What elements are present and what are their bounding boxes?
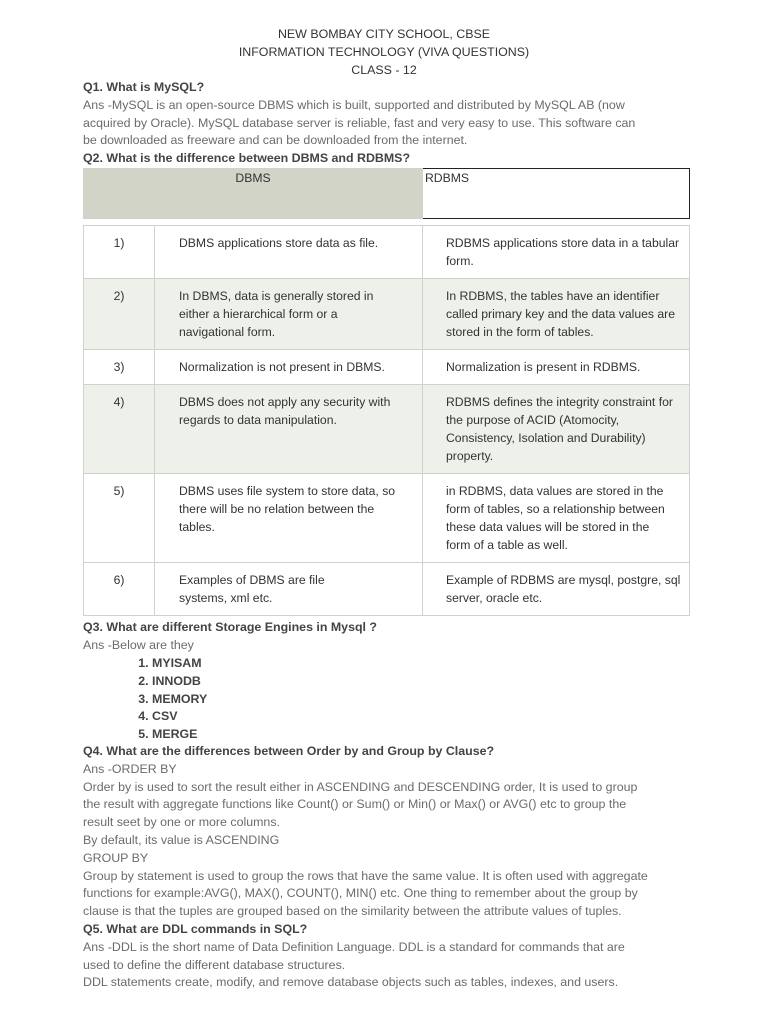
dbms-cell [155, 385, 423, 474]
q3-section [83, 619, 683, 655]
header-rdbms: RDBMS [423, 169, 690, 219]
row-number: 3) [84, 350, 155, 385]
subject-title: INFORMATION TECHNOLOGY (VIVA QUESTIONS) [238, 45, 530, 59]
table-row [84, 563, 690, 616]
cell-line: in RDBMS, data values are stored in the [446, 484, 664, 498]
list-item: 1. MYISAM [152, 655, 207, 673]
cell-line: DBMS does not apply any security with [179, 395, 391, 409]
cell-line: form of a table as well. [446, 538, 568, 552]
dbms-cell [155, 563, 423, 616]
cell-line: In DBMS, data is generally stored in [179, 289, 374, 303]
class-label: CLASS - 12 [351, 63, 417, 77]
row-number: 4) [84, 385, 155, 474]
document-header [0, 25, 768, 79]
q1-answer-line: acquired by Oracle). MySQL database server is reliable, fast and very easy to use. This software can [83, 115, 636, 130]
q4-line: result seet by one or more columns. [83, 815, 280, 830]
row-number: 1) [84, 226, 155, 279]
list-item: 4. CSV [152, 708, 207, 726]
dbms-cell [155, 279, 423, 350]
rdbms-cell [423, 279, 690, 350]
cell-line: In RDBMS, the tables have an identifier [446, 289, 660, 303]
q3-question: Q3. What are different Storage Engines in Mysql ? [83, 620, 377, 634]
cell-line: tables. [179, 520, 215, 534]
q4-line: the result with aggregate functions like Count() or Sum() or Min() or Max() or AVG() etc to group the [83, 797, 627, 812]
list-item: 2. INNODB [152, 673, 207, 691]
q1-answer-line: Ans -MySQL is an open-source DBMS which is built, supported and distributed by MySQL AB (now [83, 97, 625, 112]
table-header-row [84, 169, 690, 219]
q5-line: Ans -DDL is the short name of Data Definition Language. DDL is a standard for commands that are [83, 939, 625, 954]
cell-line: form. [446, 254, 474, 268]
q1-answer-line: be downloaded as freeware and can be downloaded from the internet. [83, 133, 468, 148]
q4-line: By default, its value is ASCENDING [83, 832, 280, 847]
cell-line: server, oracle etc. [446, 591, 543, 605]
q3-answer: Ans -Below are they [83, 637, 194, 652]
cell-line: the purpose of ACID (Atomocity, [446, 413, 620, 427]
cell-line: systems, xml etc. [179, 591, 273, 605]
q5-line: DDL statements create, modify, and remove database objects such as tables, indexes, and users. [83, 975, 619, 990]
q4-line: functions for example:AVG(), MAX(), COUNT(), MIN() etc. One thing to remember about the group by [83, 886, 638, 901]
cell-line: either a hierarchical form or a [179, 307, 338, 321]
q4-line: GROUP BY [83, 850, 149, 865]
cell-line: there will be no relation between the [179, 502, 375, 516]
table-row [84, 474, 690, 563]
q4-question: Q4. What are the differences between Order by and Group by Clause? [83, 744, 495, 758]
rdbms-cell [423, 350, 690, 385]
q5-question: Q5. What are DDL commands in SQL? [83, 921, 308, 936]
cell-line: Normalization is present in RDBMS. [446, 360, 641, 374]
table-row [84, 350, 690, 385]
row-number: 5) [84, 474, 155, 563]
dbms-cell [155, 350, 423, 385]
list-item: 5. MERGE [152, 726, 207, 744]
row-number: 6) [84, 563, 155, 616]
cell-line: DBMS uses file system to store data, so [179, 484, 396, 498]
q4-line: Ans -ORDER BY [83, 761, 177, 776]
q4-section [83, 743, 683, 992]
table-row [84, 226, 690, 279]
list-item: 3. MEMORY [152, 691, 207, 709]
table-row [84, 385, 690, 474]
header-dbms: DBMS [84, 169, 423, 219]
cell-line: RDBMS defines the integrity constraint for [446, 395, 673, 409]
dbms-cell [155, 474, 423, 563]
cell-line: form of tables, so a relationship between [446, 502, 665, 516]
q2-question: Q2. What is the difference between DBMS and RDBMS? [83, 151, 411, 166]
cell-line: Consistency, Isolation and Durability) [446, 431, 646, 445]
cell-line: Examples of DBMS are file [179, 573, 325, 587]
q4-line: clause is that the tuples are grouped based on the similarity between the attribute values of tuples. [83, 904, 622, 919]
cell-line: these data values will be stored in the [446, 520, 650, 534]
cell-line: RDBMS applications store data in a tabular [446, 236, 680, 250]
cell-line: DBMS applications store data as file. [179, 236, 379, 250]
cell-line: called primary key and the data values are [446, 307, 675, 321]
cell-line: Normalization is not present in DBMS. [179, 360, 385, 374]
q1-question: Q1. What is MySQL? [83, 80, 205, 94]
cell-line: Example of RDBMS are mysql, postgre, sql [446, 573, 681, 587]
school-name: NEW BOMBAY CITY SCHOOL, CBSE [277, 27, 491, 41]
rdbms-cell [423, 563, 690, 616]
rdbms-cell [423, 385, 690, 474]
cell-line: property. [446, 449, 494, 463]
rdbms-cell [423, 474, 690, 563]
rdbms-cell [423, 226, 690, 279]
dbms-rdbms-table [83, 168, 690, 616]
row-number: 2) [84, 279, 155, 350]
dbms-cell [155, 226, 423, 279]
q4-line: Group by statement is used to group the rows that have the same value. It is often used with aggregate [83, 868, 648, 883]
table-row [84, 279, 690, 350]
q4-line: Order by is used to sort the result either in ASCENDING and DESCENDING order, It is used to group [83, 779, 638, 794]
cell-line: regards to data manipulation. [179, 413, 337, 427]
q5-line: used to define the different database structures. [83, 957, 346, 972]
cell-line: navigational form. [179, 325, 276, 339]
q1-section [83, 79, 683, 168]
cell-line: stored in the form of tables. [446, 325, 594, 339]
storage-engine-list [130, 655, 207, 744]
